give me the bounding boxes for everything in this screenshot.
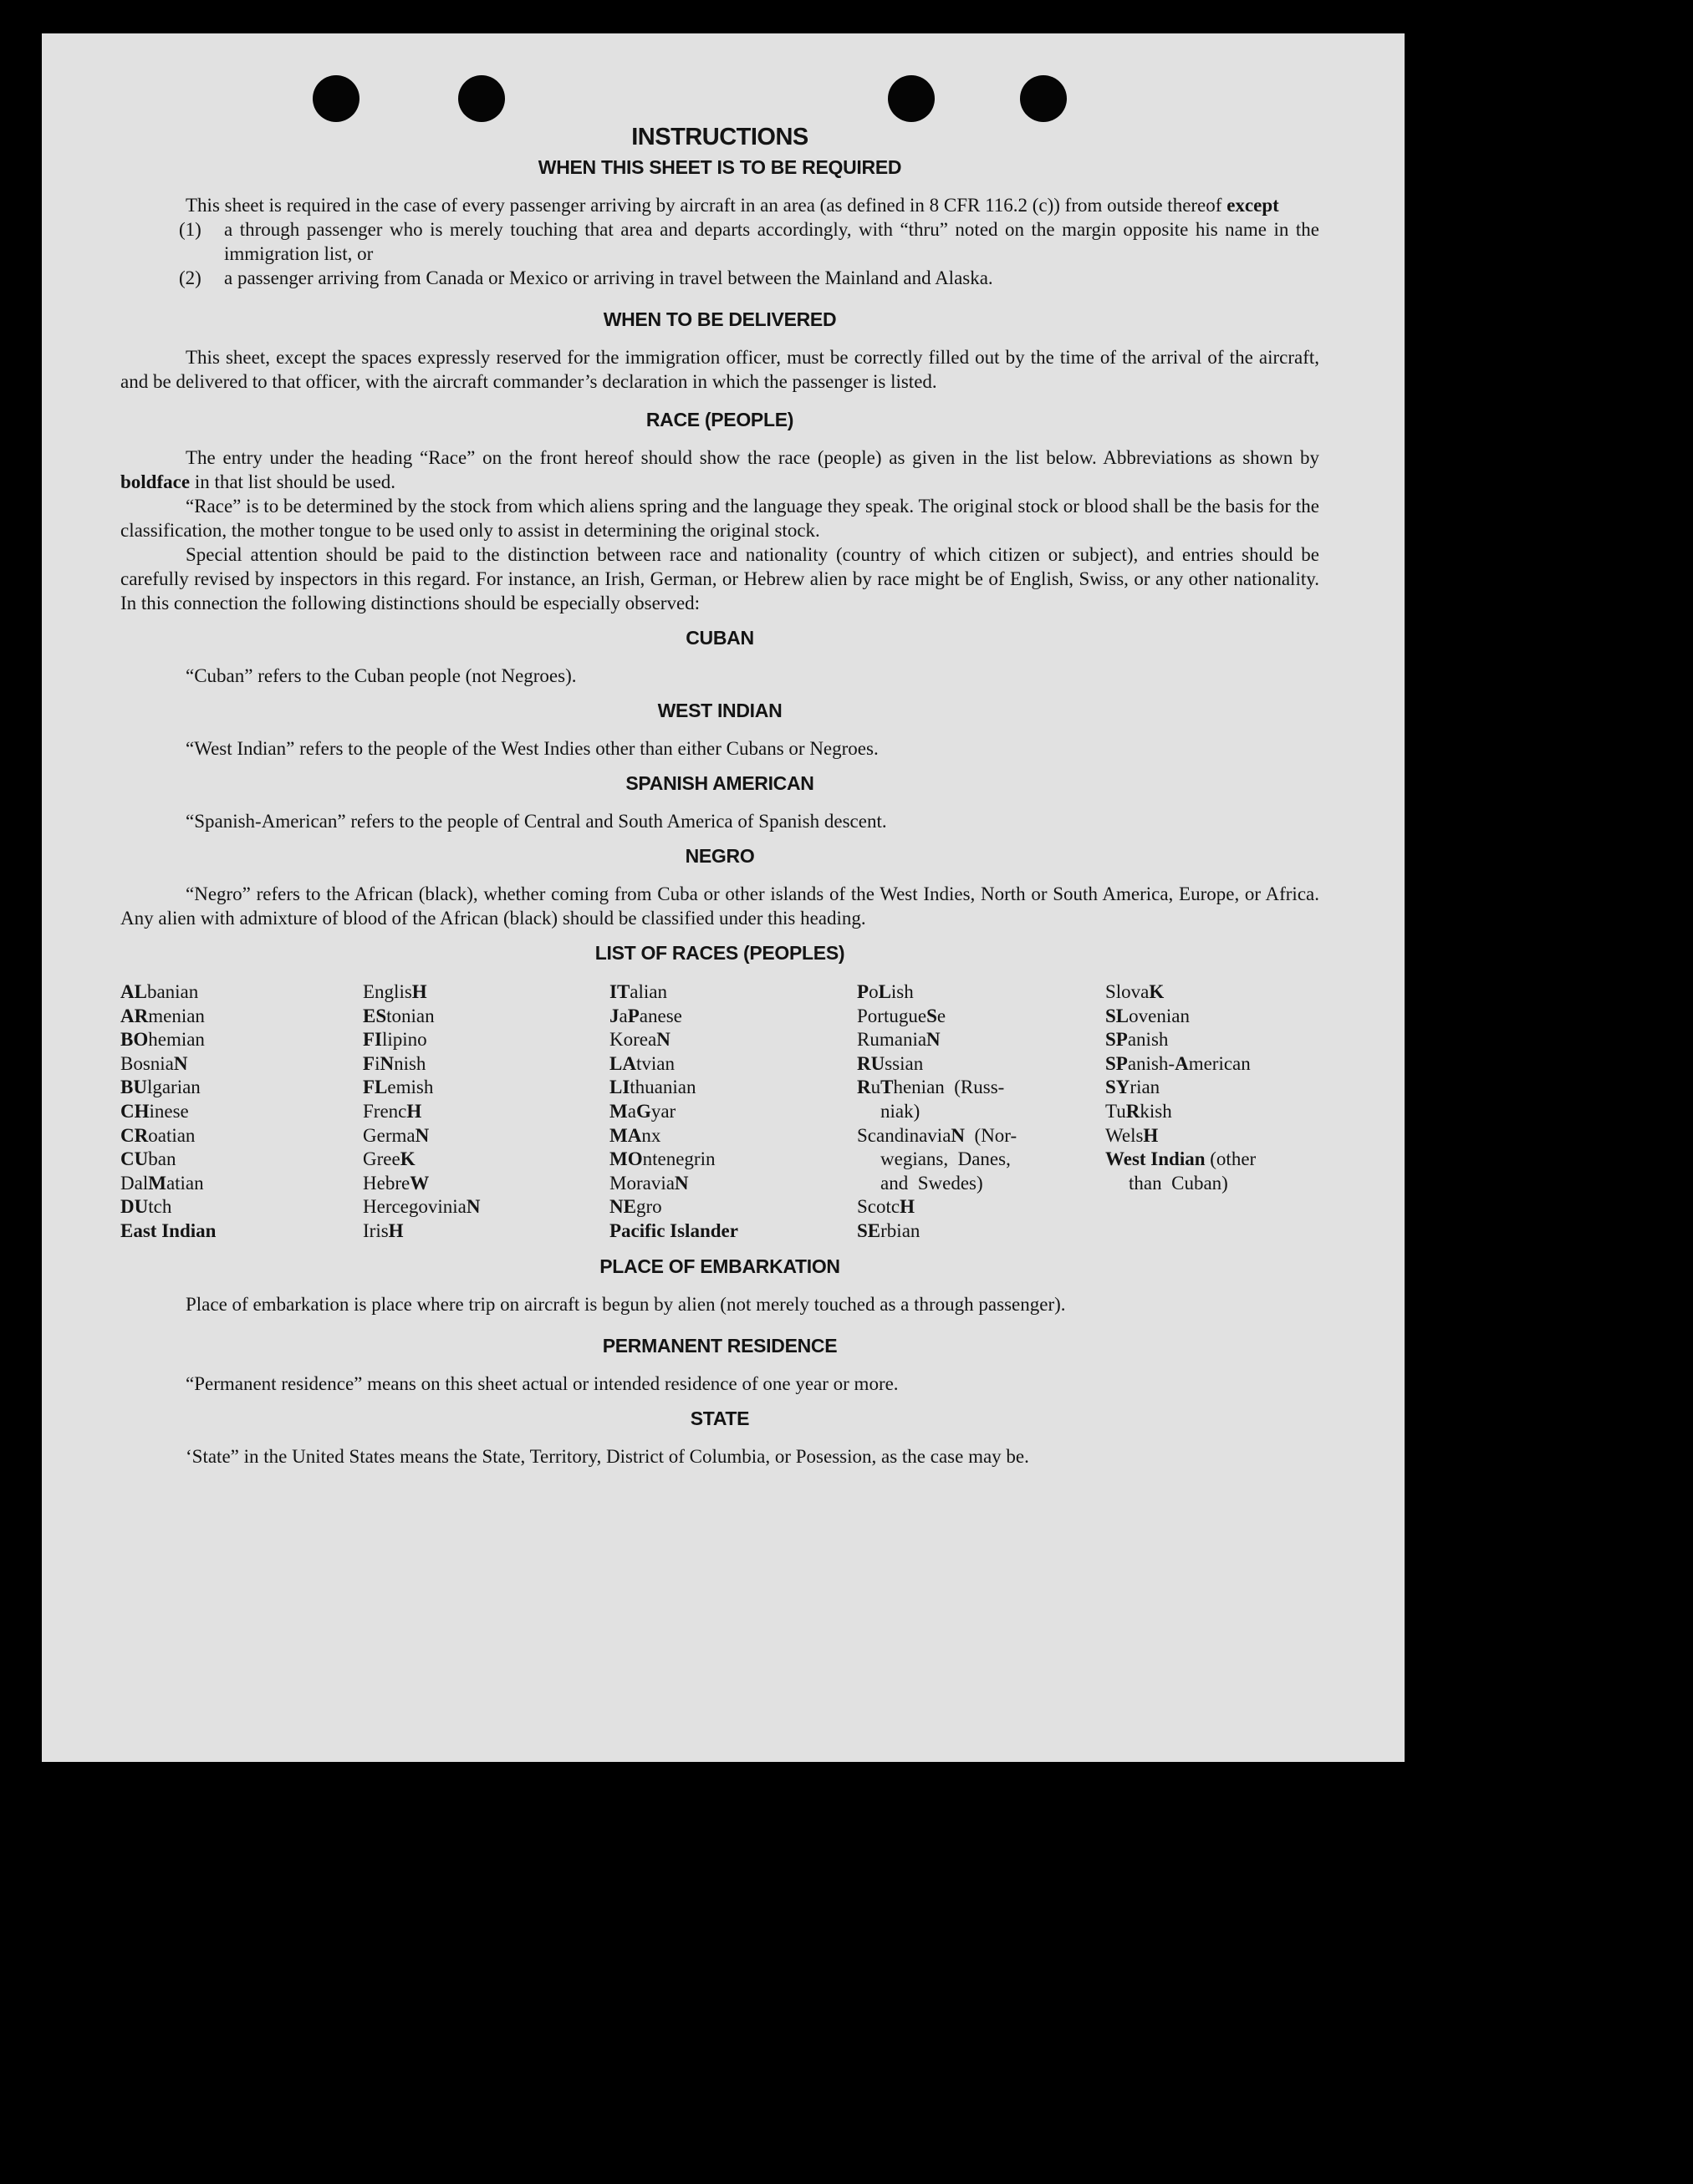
race-text: a (619, 1005, 628, 1026)
race-entry (857, 1124, 1105, 1148)
race-entry (363, 1052, 609, 1077)
race-text: Portugue (857, 1005, 927, 1026)
race-entry (1105, 1005, 1319, 1029)
race-entry (609, 1172, 857, 1196)
race-entry (857, 1076, 1105, 1100)
race-text: ovenian (1129, 1005, 1190, 1026)
race-entry (120, 1052, 363, 1077)
list-item-exception-2 (179, 266, 1319, 290)
race-text: alian (630, 981, 667, 1002)
race-abbreviation: G (635, 1100, 651, 1122)
race-abbreviation: CR (120, 1124, 149, 1146)
race-entry (857, 980, 1105, 1005)
race-abbreviation: N (380, 1052, 395, 1074)
race-text: tonian (386, 1005, 435, 1026)
race-abbreviation: FL (363, 1077, 388, 1098)
race-entry (609, 1195, 857, 1219)
race-text: ban (148, 1148, 176, 1170)
race-abbreviation: RU (857, 1052, 885, 1074)
race-text: gro (635, 1196, 662, 1218)
race-abbreviation: MA (609, 1124, 642, 1146)
race-abbreviation: SP (1105, 1052, 1128, 1074)
race-abbreviation: ES (363, 1005, 387, 1026)
heading-west-indian: WEST INDIAN (657, 700, 783, 721)
race-abbreviation: AR (120, 1005, 149, 1026)
list-text: a through passenger who is merely touching that area and departs accordingly, with “thru” noted on the margin opposite his name in the immigration list, or (224, 219, 1319, 264)
list-number: (1) (179, 219, 201, 240)
race-text: than Cuban) (1129, 1172, 1228, 1194)
list-item-exception-1 (179, 217, 1319, 266)
race-entry (857, 1195, 1105, 1219)
race-entry (120, 1076, 363, 1100)
race-abbreviation: CU (120, 1148, 149, 1170)
race-abbreviation: M (148, 1172, 166, 1194)
race-entry (1105, 1172, 1319, 1196)
race-text: henian (Russ- (893, 1077, 1005, 1098)
race-text: Bosnia (120, 1052, 174, 1074)
race-abbreviation: N (926, 1029, 941, 1051)
race-abbreviation: East Indian (120, 1219, 217, 1241)
race-entry (1105, 1076, 1319, 1100)
paragraph-race-3: Special attention should be paid to the distinction between race and nationality (country of which citizen or subject), and entries should be carefully revised by inspectors in this regard. For instance, an Irish, German, or Hebrew alien by race might be of English, Swiss, or any other nationality. In this connection the following distinctions should be especially observed: (120, 544, 1319, 613)
race-entry (857, 1148, 1105, 1172)
race-text: anese (639, 1005, 682, 1026)
punch-hole (313, 75, 360, 122)
race-abbreviation: R (1125, 1100, 1140, 1122)
race-abbreviation: H (900, 1196, 915, 1218)
race-text: tvian (635, 1052, 675, 1074)
race-text: Tu (1105, 1100, 1126, 1122)
race-entry (120, 980, 363, 1005)
race-entry (1105, 1148, 1319, 1172)
race-text: anish (1127, 1029, 1169, 1051)
race-abbreviation: West Indian (1105, 1148, 1206, 1170)
race-abbreviation: A (1175, 1052, 1189, 1074)
race-entry (1105, 1100, 1319, 1124)
races-column (857, 980, 1105, 1244)
text-segment: The entry under the heading “Race” on the front hereof should show the race (people) as given in the list below. Abbreviations as shown by (186, 447, 1319, 468)
race-text: e (936, 1005, 946, 1026)
punch-hole (1020, 75, 1067, 122)
race-text: Moravia (609, 1172, 675, 1194)
race-text: nish (394, 1052, 426, 1074)
race-entry (1105, 1028, 1319, 1052)
races-column (363, 980, 609, 1244)
race-abbreviation: CH (120, 1100, 150, 1122)
race-text: anish- (1127, 1052, 1175, 1074)
race-text: u (870, 1077, 881, 1098)
punch-hole (888, 75, 935, 122)
race-entry (1105, 980, 1319, 1005)
race-text: i (375, 1052, 380, 1074)
text-bold-except: except (1226, 195, 1279, 216)
race-entry (363, 1028, 609, 1052)
heading-negro: NEGRO (685, 845, 755, 867)
race-entry (363, 1100, 609, 1124)
race-abbreviation: K (1149, 981, 1165, 1002)
race-text: Hercegovinia (363, 1196, 467, 1218)
page-title: INSTRUCTIONS (631, 124, 808, 150)
race-text: Gree (363, 1148, 400, 1170)
race-entry (120, 1028, 363, 1052)
paragraph-required-intro (120, 193, 1319, 217)
paragraph-cuban: “Cuban” refers to the Cuban people (not Negroes). (186, 665, 577, 686)
race-entry (120, 1172, 363, 1196)
paragraph-race-1 (120, 445, 1319, 494)
race-text: Rumania (857, 1029, 927, 1051)
race-abbreviation: IT (609, 981, 630, 1002)
race-abbreviation: H (1143, 1124, 1159, 1146)
race-text: (other (1205, 1148, 1257, 1170)
race-entry (120, 1124, 363, 1148)
race-text: Scandinavia (857, 1124, 951, 1146)
race-text: lgarian (146, 1077, 201, 1098)
heading-when-delivered: WHEN TO BE DELIVERED (603, 308, 837, 330)
race-entry (363, 1172, 609, 1196)
race-abbreviation: FI (363, 1029, 382, 1051)
race-abbreviation: K (400, 1148, 416, 1170)
race-text: Korea (609, 1029, 657, 1051)
race-text: Dal (120, 1172, 149, 1194)
race-text: oatian (148, 1124, 196, 1146)
race-abbreviation: NE (609, 1196, 636, 1218)
race-text: thuanian (630, 1077, 696, 1098)
race-entry (1105, 1124, 1319, 1148)
race-abbreviation: N (674, 1172, 689, 1194)
race-entry (857, 1005, 1105, 1029)
races-column (609, 980, 857, 1244)
race-abbreviation: BU (120, 1077, 147, 1098)
race-entry (120, 1195, 363, 1219)
race-text: nx (641, 1124, 661, 1146)
race-text: rian (1130, 1077, 1160, 1098)
race-abbreviation: H (406, 1100, 422, 1122)
paragraph-embarkation: Place of embarkation is place where trip on aircraft is begun by alien (not merely touched as a through passenger). (186, 1293, 1066, 1315)
race-entry (120, 1148, 363, 1172)
race-text: Wels (1105, 1124, 1144, 1146)
race-abbreviation: SE (857, 1219, 881, 1241)
race-entry (363, 1195, 609, 1219)
paragraph-west-indian: “West Indian” refers to the people of the West Indies other than either Cubans or Negroes. (186, 738, 879, 759)
race-text: Germa (363, 1124, 416, 1146)
race-abbreviation: W (410, 1172, 430, 1194)
paragraph-spanish-american: “Spanish-American” refers to the people of Central and South America of Spanish descent. (186, 811, 887, 832)
race-entry (120, 1100, 363, 1124)
race-text: (Nor- (965, 1124, 1017, 1146)
race-text: Frenc (363, 1100, 407, 1122)
race-abbreviation: J (609, 1005, 620, 1026)
race-entry (609, 1005, 857, 1029)
race-abbreviation: SP (1105, 1029, 1128, 1051)
race-entry (120, 1219, 363, 1244)
race-entry (857, 1052, 1105, 1077)
race-entry (609, 1100, 857, 1124)
race-text: hemian (148, 1029, 205, 1051)
race-entry (609, 1124, 857, 1148)
heading-permanent-residence: PERMANENT RESIDENCE (602, 1334, 838, 1357)
heading-list-of-races: LIST OF RACES (PEOPLES) (594, 942, 845, 964)
race-abbreviation: N (656, 1029, 671, 1051)
list-number: (2) (179, 267, 201, 288)
race-text: Scotc (857, 1196, 900, 1218)
paragraph-race-2: “Race” is to be determined by the stock from which aliens spring and the language they speak. The original stock or blood shall be the basis for the classification, the mother tongue to be used only to assist in determining the original stock. (120, 496, 1319, 541)
heading-cuban: CUBAN (686, 627, 754, 649)
race-abbreviation: N (173, 1052, 188, 1074)
race-entry (609, 1076, 857, 1100)
race-abbreviation: SY (1105, 1077, 1130, 1098)
race-text: o (869, 981, 879, 1002)
text-bold-boldface: boldface (120, 471, 191, 492)
race-text: wegians, Danes, (880, 1148, 1011, 1170)
punch-hole (458, 75, 505, 122)
race-text: and Swedes) (880, 1172, 983, 1194)
race-entry (857, 1028, 1105, 1052)
paragraph-state: ‘State” in the United States means the State, Territory, District of Columbia, or Posession, as the case may be. (186, 1445, 1029, 1467)
races-list (120, 980, 1319, 1244)
race-abbreviation: P (627, 1005, 640, 1026)
race-text: menian (148, 1005, 205, 1026)
race-abbreviation: N (415, 1124, 430, 1146)
race-entry (363, 1124, 609, 1148)
race-abbreviation: SL (1105, 1005, 1130, 1026)
race-entry (857, 1219, 1105, 1244)
race-text: yar (650, 1100, 676, 1122)
race-text: ssian (885, 1052, 924, 1074)
race-abbreviation: F (363, 1052, 375, 1074)
race-abbreviation: M (609, 1100, 628, 1122)
race-abbreviation: P (857, 981, 869, 1002)
race-abbreviation: S (926, 1005, 937, 1026)
race-text: Hebre (363, 1172, 411, 1194)
race-entry (363, 1219, 609, 1244)
race-abbreviation: Pacific Islander (609, 1219, 738, 1241)
race-entry (609, 1052, 857, 1077)
races-column (120, 980, 363, 1244)
race-abbreviation: BO (120, 1029, 149, 1051)
race-text: tch (148, 1196, 172, 1218)
race-abbreviation: L (878, 981, 891, 1002)
race-text: kish (1140, 1100, 1172, 1122)
race-entry (363, 1148, 609, 1172)
race-entry (609, 1148, 857, 1172)
races-column (1105, 980, 1319, 1244)
race-entry (363, 980, 609, 1005)
race-abbreviation: R (857, 1077, 871, 1098)
race-abbreviation: LI (609, 1077, 630, 1098)
race-text: banian (146, 981, 199, 1002)
race-text: inese (149, 1100, 189, 1122)
paragraph-residence: “Permanent residence” means on this sheet actual or intended residence of one year or more. (186, 1372, 899, 1394)
document-sheet (42, 33, 1405, 1762)
paragraph-negro: “Negro” refers to the African (black), whether coming from Cuba or other islands of the West Indies, North or South America, Europe, or Africa. Any alien with admixture of blood of the African (black) should be classified under this heading. (120, 883, 1319, 929)
race-text: merican (1188, 1052, 1251, 1074)
race-entry (609, 980, 857, 1005)
race-text: ntenegrin (642, 1148, 716, 1170)
race-abbreviation: H (411, 981, 427, 1002)
race-entry (857, 1100, 1105, 1124)
race-entry (857, 1172, 1105, 1196)
race-abbreviation: N (951, 1124, 966, 1146)
heading-spanish-american: SPANISH AMERICAN (625, 772, 814, 794)
race-abbreviation: T (880, 1077, 894, 1098)
race-text: atian (166, 1172, 204, 1194)
race-abbreviation: DU (120, 1196, 149, 1218)
race-entry (1105, 1052, 1319, 1077)
text-segment: This sheet is required in the case of every passenger arriving by aircraft in an area (as defined in 8 CFR 116.2 (c)) from outside thereof (186, 195, 1227, 216)
instructions-content (120, 125, 1319, 1469)
text-segment: in that list should be used. (190, 471, 396, 492)
race-text: ish (890, 981, 914, 1002)
race-entry (609, 1219, 857, 1244)
paragraph-delivered: This sheet, except the spaces expressly reserved for the immigration officer, must be correctly filled out by the time of the arrival of the aircraft, and be delivered to that officer, with the aircraft commander’s declaration in which the passenger is listed. (120, 347, 1319, 392)
race-abbreviation: N (466, 1196, 481, 1218)
race-text: rbian (880, 1219, 920, 1241)
heading-place-of-embarkation: PLACE OF EMBARKATION (599, 1255, 840, 1277)
race-entry (120, 1005, 363, 1029)
race-entry (363, 1005, 609, 1029)
list-text: a passenger arriving from Canada or Mexico or arriving in travel between the Mainland and Alaska. (224, 267, 993, 288)
race-text: niak) (880, 1100, 920, 1122)
race-entry (609, 1028, 857, 1052)
race-text: Iris (363, 1219, 389, 1241)
race-text: Englis (363, 981, 412, 1002)
race-entry (363, 1076, 609, 1100)
heading-when-required: WHEN THIS SHEET IS TO BE REQUIRED (538, 156, 902, 178)
race-abbreviation: LA (609, 1052, 636, 1074)
race-abbreviation: AL (120, 981, 147, 1002)
heading-race-people: RACE (PEOPLE) (645, 409, 794, 430)
heading-state: STATE (690, 1407, 750, 1429)
race-abbreviation: MO (609, 1148, 643, 1170)
race-text: Slova (1105, 981, 1150, 1002)
race-abbreviation: H (388, 1219, 404, 1241)
race-text: lipino (382, 1029, 427, 1051)
race-text: emish (387, 1077, 434, 1098)
race-text: a (627, 1100, 636, 1122)
